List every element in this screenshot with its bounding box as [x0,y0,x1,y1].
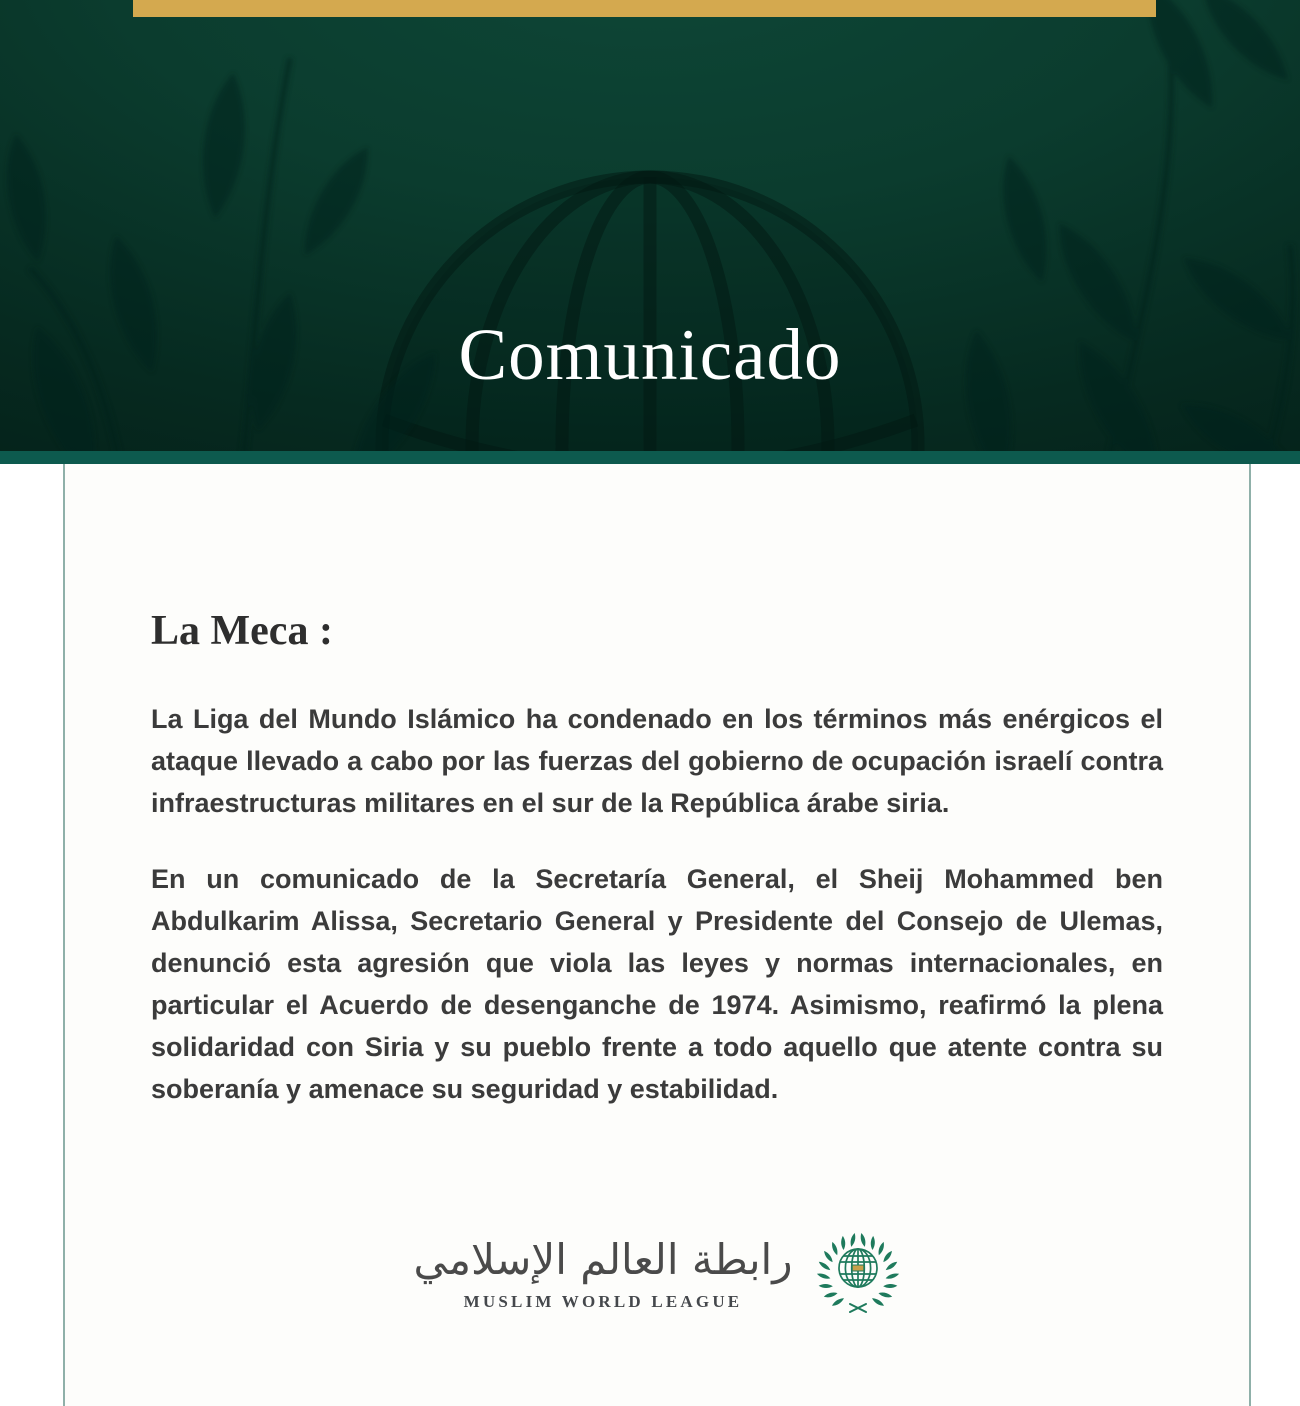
paragraph-2: En un comunicado de la Secretaría General, el Sheij Mohammed ben Abdulkarim Alissa, Secretario General y Presidente del Consejo de Ulemas, denunció esta agresión que viola las leyes y normas internacionales, en particular el Acuerdo de desenganche de 1974. Asimismo, reafirmó la plena solidaridad con Siria y su pueblo frente a todo aquello que atente contra su soberanía y amenace su seguridad y estabilidad. [151,864,1163,1104]
gold-accent-bar [133,0,1156,17]
logo-text-block [414,1234,793,1313]
content-card [63,464,1251,1406]
organization-logo [151,1228,1163,1318]
logo-wordmark: MUSLIM WORLD LEAGUE [463,1292,743,1312]
paragraph-1: La Liga del Mundo Islámico ha condenado en los términos más enérgicos el ataque llevado a cabo por las fuerzas del gobierno de ocupación israelí contra infraestructuras militares en el sur de la República árabe siria. [151,704,1163,818]
teal-divider-band [0,451,1300,464]
dateline-heading: La Meca : [151,608,333,654]
page-title: Comunicado [458,314,842,395]
header-banner [0,0,1300,451]
arabic-calligraphy: رابطة العالم الإسلامي [413,1234,793,1284]
globe-wreath-icon [816,1228,900,1318]
